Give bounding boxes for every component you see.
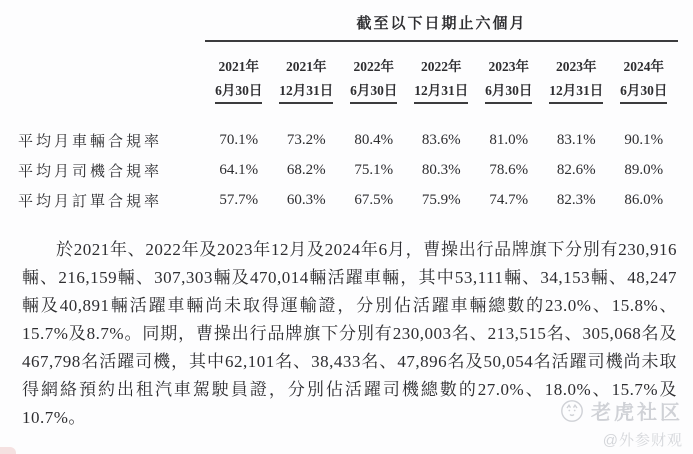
column-year: 2022年 <box>421 59 462 74</box>
column-header-6 <box>543 55 611 104</box>
table-header-row <box>18 55 678 104</box>
cell-value: 60.3% <box>286 192 326 208</box>
scan-artifact <box>0 447 16 454</box>
cell-value: 78.6% <box>489 162 529 178</box>
column-year: 2023年 <box>488 59 529 74</box>
watermark-handle-text: @外参财观 <box>602 432 683 449</box>
column-year: 2023年 <box>556 59 597 74</box>
column-header-1 <box>205 55 273 104</box>
row-label: 平均月司機合規率 <box>18 164 163 180</box>
column-date: 12月31日 <box>549 84 603 104</box>
cell-value: 89.0% <box>624 162 664 178</box>
column-year: 2022年 <box>353 59 394 74</box>
cell-value: 64.1% <box>219 162 259 178</box>
column-header-3 <box>340 55 408 104</box>
cell-value: 83.6% <box>421 132 461 148</box>
table-spanner-header: 截至以下日期止六個月 <box>205 12 678 42</box>
cell-value: 90.1% <box>624 132 664 148</box>
cell-value: 74.7% <box>489 192 529 208</box>
column-year: 2024年 <box>623 59 664 74</box>
table-row-vehicle-compliance <box>18 126 678 156</box>
cell-value: 75.9% <box>421 192 461 208</box>
cell-value: 68.2% <box>286 162 326 178</box>
table-row-driver-compliance <box>18 156 678 186</box>
column-year: 2021年 <box>218 59 259 74</box>
header-label-spacer <box>18 55 205 104</box>
cell-value: 75.1% <box>354 162 394 178</box>
table-body <box>18 126 678 216</box>
column-header-5 <box>475 55 543 104</box>
watermark <box>560 396 683 450</box>
compliance-rate-table <box>18 12 678 216</box>
column-date: 6月30日 <box>620 84 667 104</box>
table-row-order-compliance <box>18 186 678 216</box>
cell-value: 80.3% <box>421 162 461 178</box>
watermark-brand-row <box>560 396 683 425</box>
cell-value: 80.4% <box>354 132 394 148</box>
cell-value: 81.0% <box>489 132 529 148</box>
cell-value: 70.1% <box>219 132 259 148</box>
cell-value: 86.0% <box>624 192 664 208</box>
row-label: 平均月車輛合規率 <box>18 134 163 150</box>
column-date: 12月31日 <box>279 84 333 104</box>
column-year: 2021年 <box>286 59 327 74</box>
table-spanner-row <box>205 12 678 42</box>
column-header-2 <box>273 55 341 104</box>
cell-value: 83.1% <box>556 132 596 148</box>
cell-value: 73.2% <box>286 132 326 148</box>
column-date: 12月31日 <box>414 84 468 104</box>
column-header-4 <box>408 55 476 104</box>
tiger-logo-icon <box>560 399 584 423</box>
watermark-brand-text: 老虎社区 <box>591 402 683 424</box>
column-date: 6月30日 <box>215 84 262 104</box>
row-label: 平均月訂單合規率 <box>18 194 163 210</box>
cell-value: 57.7% <box>219 192 259 208</box>
body-paragraph: 於2021年、2022年及2023年12月及2024年6月，曹操出行品牌旗下分別有230,916輛、216,159輛、307,303輛及470,014輛活躍車輛，其中53,111輛、34,153輛、48,247輛及40,891輛活躍車輛尚未取得運輸證，分別佔活躍車輛總數的23.0%、15.8%、15.7%及8.7%。同期，曹操出行品牌旗下分別有230,003名、213,515名、305,068名及467,798名活躍司機，其中62,101名、38,433名、47,896名及50,054名活躍司機尚未取得網絡預約出租汽車駕駛員證，分別佔活躍司機總數的27.0%、18.0%、15.7%及10.7%。 <box>22 240 677 427</box>
cell-value: 82.6% <box>556 162 596 178</box>
column-header-7 <box>610 55 678 104</box>
cell-value: 82.3% <box>556 192 596 208</box>
column-date: 6月30日 <box>350 84 397 104</box>
cell-value: 67.5% <box>354 192 394 208</box>
column-date: 6月30日 <box>485 84 532 104</box>
